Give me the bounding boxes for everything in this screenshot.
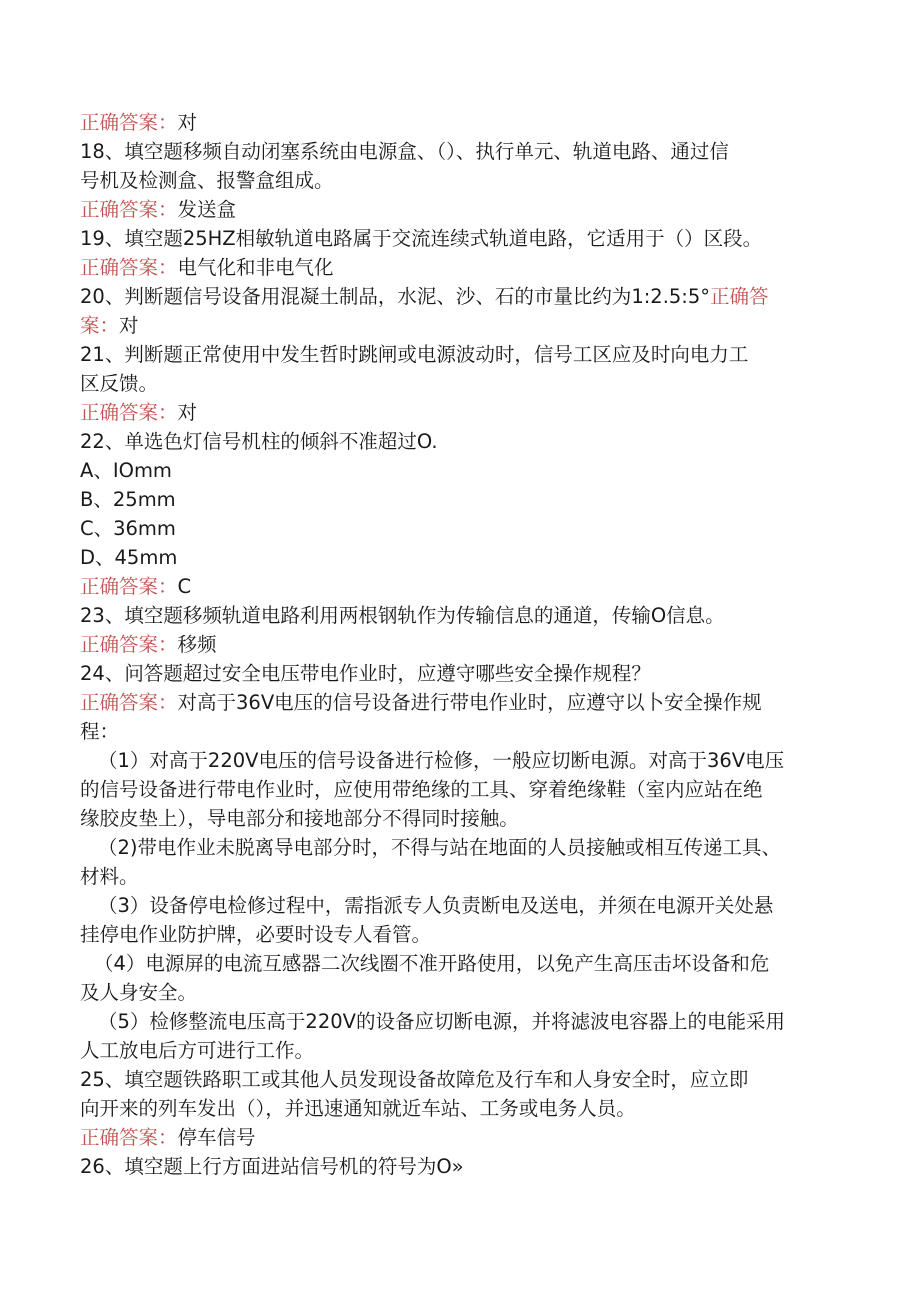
answer-label: 正确答案：: [80, 633, 178, 656]
answer-label: 正确答案：: [80, 111, 178, 134]
answer-point-1-line-3: 缘胶皮垫上），导电部分和接地部分不得同时接触。: [80, 807, 519, 830]
answer-text: 电气化和非电气化: [177, 256, 334, 279]
question-23-line-1: 23、填空题移频轨道电路利用两根钢轨作为传输信息的通道，传输O信息。: [80, 604, 725, 627]
answer-point-3-line-2: 挂停电作业防护牌，必要时设专人看管。: [80, 923, 432, 946]
answer-line: [80, 1123, 820, 1152]
answer-continuation: 程：: [80, 720, 120, 743]
option-a: A、IOmm: [80, 459, 172, 482]
answer-point-2-line-1: （2)带电作业未脱离导电部分时，不得与站在地面的人员接触或相互传递工具、: [98, 836, 782, 859]
question-22-line-1: 22、单选色灯信号机柱的倾斜不准超过O.: [80, 430, 438, 453]
answer-point-1-line-2: 的信号设备进行带电作业时，应使用带绝缘的工具、穿着绝缘鞋（室内应站在绝: [80, 778, 763, 801]
answer-text: 对高于36V电压的信号设备进行带电作业时，应遵守以卜安全操作规: [177, 691, 762, 714]
answer-text: 对: [177, 111, 198, 134]
option-c: C、36mm: [80, 517, 176, 540]
question-21-line-2: 区反馈。: [80, 372, 159, 395]
document-body: [80, 108, 820, 1181]
answer-text: 停车信号: [177, 1126, 256, 1149]
answer-line: [80, 398, 820, 427]
answer-line: [80, 630, 820, 659]
answer-label: 正确答案：: [80, 198, 178, 221]
question-19-line-1: 19、填空题25HZ相敏轨道电路属于交流连续式轨道电路，它适用于（）区段。: [80, 227, 763, 250]
question-25-line-1: 25、填空题铁路职工或其他人员发现设备故障危及行车和人身安全时，应立即: [80, 1068, 749, 1091]
answer-text: 对: [119, 314, 139, 337]
answer-point-2-line-2: 材料。: [80, 865, 139, 888]
answer-line: [80, 195, 820, 224]
question-20-line-1: [80, 282, 820, 311]
question-text: 20、判断题信号设备用混凝土制品，水泥、沙、石的市量比约为1:2.5:5°: [80, 285, 711, 308]
question-24-line-1: 24、问答题超过安全电压带电作业时，应遵守哪些安全操作规程？: [80, 662, 651, 685]
answer-line: [80, 253, 820, 282]
option-d: D、45mm: [80, 546, 178, 569]
answer-point-5-line-1: （5）检修整流电压高于220V的设备应切断电源，并将滤波电容器上的电能采用: [98, 1010, 785, 1033]
question-25-line-2: 向开来的列车发出（），并迅速通知就近车站、工务或电务人员。: [80, 1097, 636, 1120]
answer-label: 正确答案：: [80, 256, 178, 279]
answer-line: [80, 311, 820, 340]
question-18-line-2: 号机及检测盒、报警盒组成。: [80, 169, 334, 192]
answer-point-3-line-1: （3）设备停电检修过程中，需指派专人负责断电及送电，并须在电源开关处悬: [98, 894, 774, 917]
answer-point-4-line-1: （4）电源屏的电流互感器二次线圈不准开路使用，以免产生高压击坏设备和危: [94, 952, 770, 975]
answer-label-part: 正确答: [710, 285, 769, 308]
answer-label: 正确答案：: [80, 1126, 178, 1149]
question-21-line-1: 21、判断题正常使用中发生哲时跳闸或电源波动时，信号工区应及时向电力工: [80, 343, 749, 366]
answer-line: [80, 572, 820, 601]
answer-point-5-line-2: 人工放电后方可进行工作。: [80, 1039, 315, 1062]
answer-text: C: [177, 575, 192, 598]
answer-label: 正确答案：: [80, 691, 178, 714]
answer-text: 移频: [177, 633, 217, 656]
answer-point-1-line-1: （1）对高于220V电压的信号设备进行检修，一般应切断电源。对高于36V电压: [98, 749, 785, 772]
answer-text: 对: [177, 401, 198, 424]
option-b: B、25mm: [80, 488, 176, 511]
answer-label-part: 案：: [80, 314, 120, 337]
answer-line: [80, 688, 820, 717]
answer-line: [80, 108, 820, 137]
question-18-line-1: 18、填空题移频自动闭塞系统由电源盒、（）、执行单元、轨道电路、通过信: [80, 140, 729, 163]
answer-label: 正确答案：: [80, 575, 178, 598]
answer-point-4-line-2: 及人身安全。: [80, 981, 198, 1004]
question-26-line-1: 26、填空题上行方面进站信号机的符号为O»: [80, 1155, 464, 1178]
answer-text: 发送盒: [177, 198, 237, 221]
answer-label: 正确答案：: [80, 401, 178, 424]
